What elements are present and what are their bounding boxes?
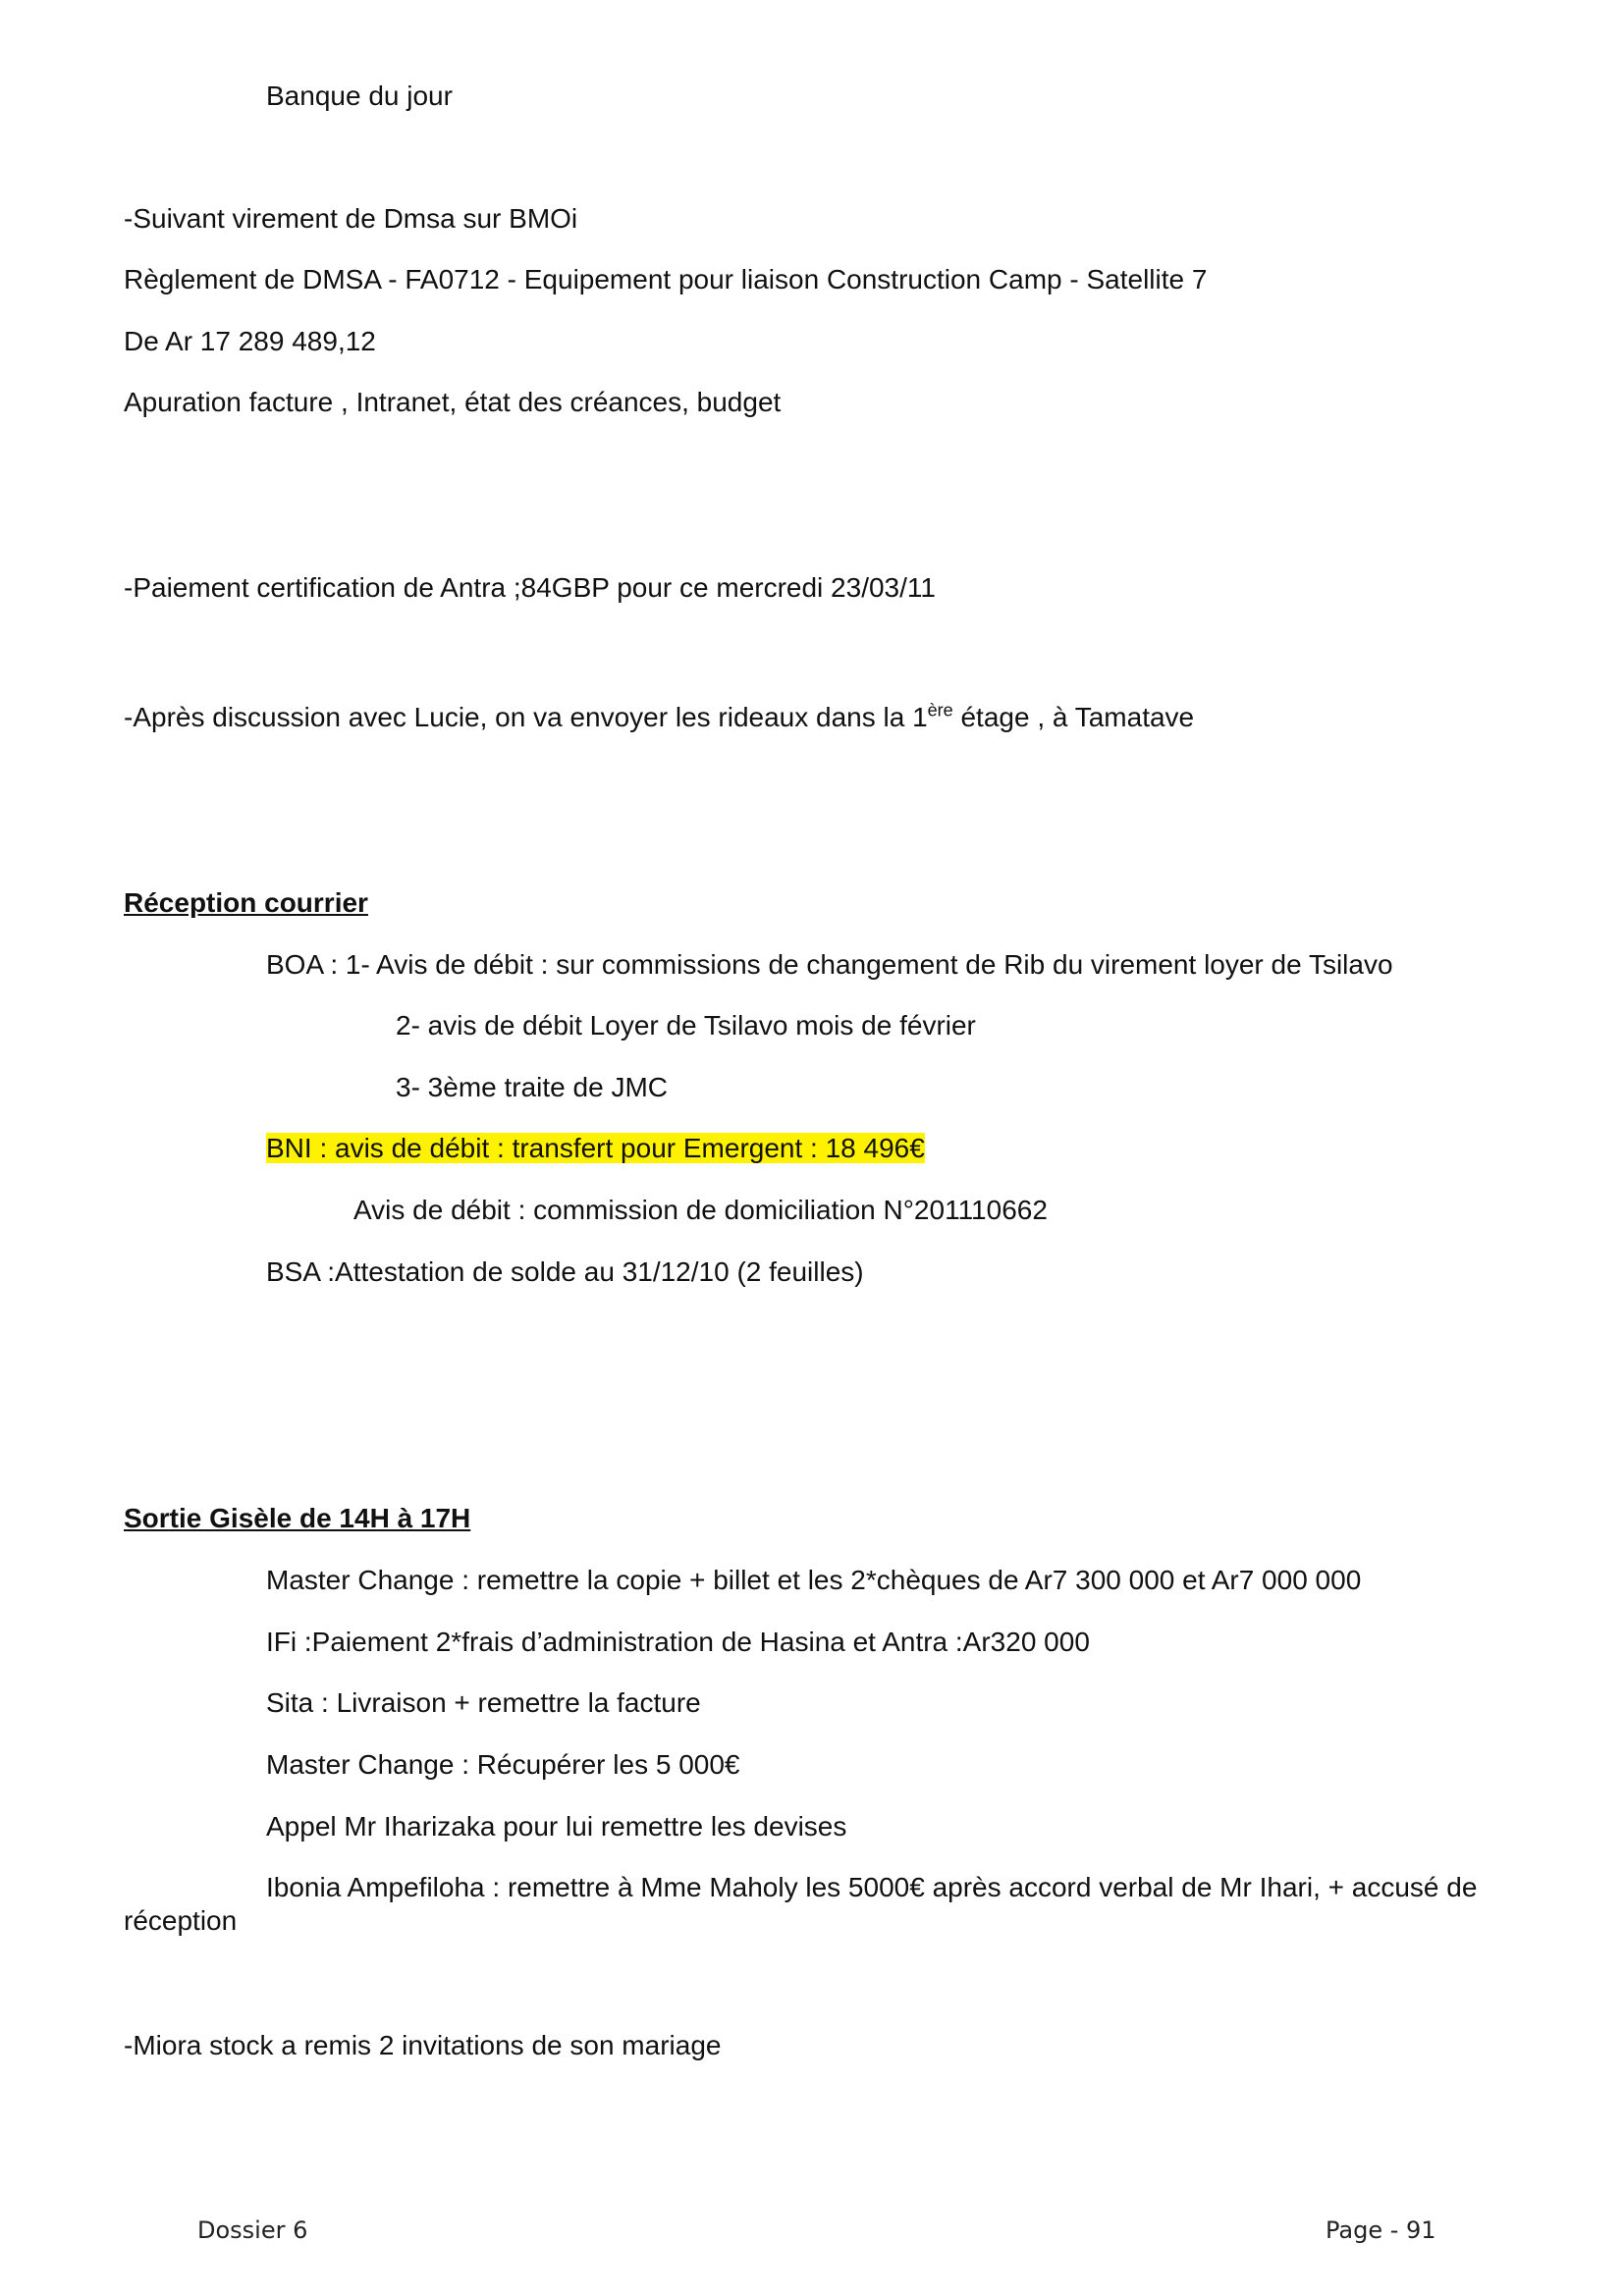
heading-sortie-gisele: Sortie Gisèle de 14H à 17H bbox=[124, 1503, 471, 1533]
text-apres-discussion-superscript: ère bbox=[927, 700, 953, 721]
text-reglement: Règlement de DMSA - FA0712 - Equipement pour liaison Construction Camp - Satellite 7 bbox=[124, 264, 1208, 294]
highlight-bni: BNI : avis de débit : transfert pour Emergent : 18 496€ bbox=[266, 1133, 925, 1163]
text-sortie-6: Ibonia Ampefiloha : remettre à Mme Maholy les 5000€ après accord verbal de Mr Ihari, + accusé de réception bbox=[124, 1872, 1478, 1936]
text-apres-discussion-part-a: -Après discussion avec Lucie, on va envoyer les rideaux dans la 1 bbox=[124, 702, 928, 732]
text-de-ar: De Ar 17 289 489,12 bbox=[124, 326, 376, 356]
text-boa-1: BOA : 1- Avis de débit : sur commissions de changement de Rib du virement loyer de Tsilavo bbox=[266, 949, 1393, 980]
text-bsa: BSA :Attestation de solde au 31/12/10 (2 feuilles) bbox=[266, 1256, 864, 1287]
text-banque-du-jour: Banque du jour bbox=[266, 80, 453, 111]
text-sortie-3: Sita : Livraison + remettre la facture bbox=[266, 1687, 701, 1718]
footer-page-number: Page - 91 bbox=[1326, 2216, 1436, 2244]
heading-reception-courrier: Réception courrier bbox=[124, 887, 368, 918]
text-boa-2: 2- avis de débit Loyer de Tsilavo mois de février bbox=[396, 1010, 976, 1041]
text-boa-3: 3- 3ème traite de JMC bbox=[396, 1072, 668, 1102]
text-apuration: Apuration facture , Intranet, état des créances, budget bbox=[124, 387, 782, 417]
text-apres-discussion-part-b: étage , à Tamatave bbox=[952, 702, 1195, 732]
text-apres-discussion bbox=[124, 701, 1194, 734]
text-sortie-1: Master Change : remettre la copie + billet et les 2*chèques de Ar7 300 000 et Ar7 000 000 bbox=[266, 1565, 1362, 1595]
text-paiement-certification: -Paiement certification de Antra ;84GBP pour ce mercredi 23/03/11 bbox=[124, 572, 936, 603]
text-sortie-5: Appel Mr Iharizaka pour lui remettre les devises bbox=[266, 1811, 847, 1842]
text-sortie-4: Master Change : Récupérer les 5 000€ bbox=[266, 1749, 740, 1780]
text-suivant-virement: -Suivant virement de Dmsa sur BMOi bbox=[124, 203, 578, 234]
text-bni-1 bbox=[266, 1132, 925, 1165]
footer-left: Dossier 6 bbox=[197, 2216, 308, 2244]
text-sortie-2: IFi :Paiement 2*frais d’administration de Hasina et Antra :Ar320 000 bbox=[266, 1627, 1090, 1657]
text-miora: -Miora stock a remis 2 invitations de son mariage bbox=[124, 2030, 722, 2060]
text-bni-2: Avis de débit : commission de domiciliation N°201110662 bbox=[353, 1195, 1048, 1225]
